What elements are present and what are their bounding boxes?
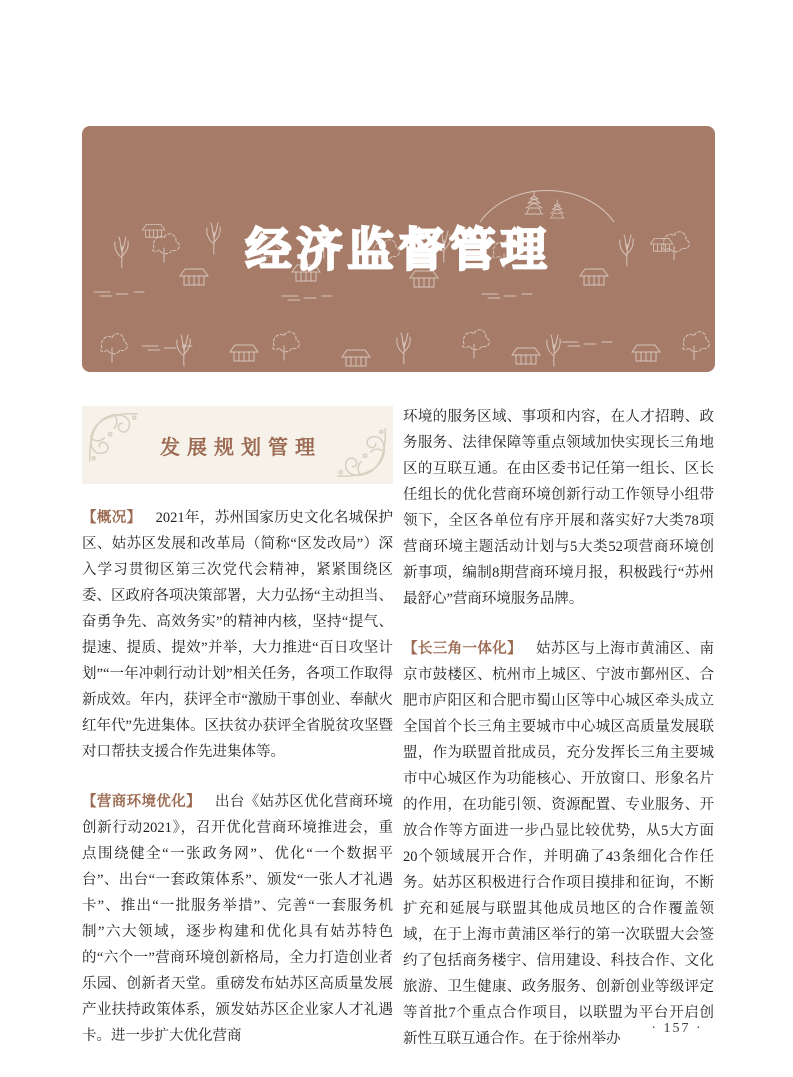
paragraph-yangtze-delta-integration [403,636,714,1052]
entry-text: 2021年，苏州国家历史文化名城保护区、姑苏区发展和改革局（简称“区发改局”）深入学习贯彻区第三次党代会精神，紧紧围绕区委、区政府各项决策部署，大力弘扬“主动担当、奋勇争先、高效务实”的精神内核，坚持“提气、提速、提质、提效”并举，大力推进“百日攻坚计划”“一年冲刺行动计划”相关任务，各项工作取得新成效。年内，获评全市“激励干事创业、奉献火红年代”先进集体。区扶贫办获评全省脱贫攻坚暨对口帮扶支援合作先进集体等。 [82,510,394,760]
section-header [82,406,393,484]
entry-text: 环境的服务区域、事项和内容，在人才招聘、政务服务、法律保障等重点领域加快实现长三角地区的互联互通。在由区委书记任第一组长、区长任组长的优化营商环境创新行动工作领导小组带领下，全区各单位有序开展和落实好7大类78项营商环境主题活动计划与5大类52项营商环境创新事项，编制8期营商环境月报，积极践行“苏州最舒心”营商环境服务品牌。 [403,409,714,607]
right-column [403,404,714,1052]
section-title: 发展规划管理 [160,436,322,459]
paragraph-business-environment [82,789,393,1049]
page-number: · 157 · [651,1021,703,1036]
entry-text: 出台《姑苏区优化营商环境创新行动2021》，召开优化营商环境推进会，重点围绕健全“一张政务网”、优化“一个数据平台”、出台“一套政策体系”、颁发“一张人才礼遇卡”、推出“一批服务举措”、完善“一套服务机制”六大领域，逐步构建和优化具有姑苏特色的“六个一”营商环境创新格局，全力打造创业者乐园、创新者天堂。重磅发布姑苏区高质量发展产业扶持政策体系，颁发姑苏区企业家人才礼遇卡。进一步扩大优化营商 [82,794,394,1044]
entry-label: 【营商环境优化】 [82,794,201,810]
chapter-title: 经济监督管理 [245,224,552,276]
left-column [82,505,393,1049]
chapter-banner [82,126,715,372]
entry-label: 【长三角一体化】 [403,641,522,657]
paragraph-continuation [403,404,714,612]
paragraph-overview [82,505,393,765]
entry-label: 【概况】 [82,510,142,526]
entry-text: 姑苏区与上海市黄浦区、南京市鼓楼区、杭州市上城区、宁波市鄞州区、合肥市庐阳区和合肥市蜀山区等中心城区牵头成立全国首个长三角主要城市中心城区高质量发展联盟，作为联盟首批成员，充分发挥长三角主要城市中心城区作为功能核心、开放窗口、形象名片的作用，在功能引领、资源配置、专业服务、开放合作等方面进一步凸显比较优势，从5大方面20个领域展开合作，并明确了43条细化合作任务。姑苏区积极进行合作项目摸排和征询，不断扩充和延展与联盟其他成员地区的合作覆盖领域，在于上海市黄浦区举行的第一次联盟大会签约了包括商务楼宇、信用建设、科技合作、文化旅游、卫生健康、政务服务、创新创业等级评定等首批7个重点合作项目，以联盟为平台开启创新性互联互通合作。在于徐州举办 [403,641,715,1047]
